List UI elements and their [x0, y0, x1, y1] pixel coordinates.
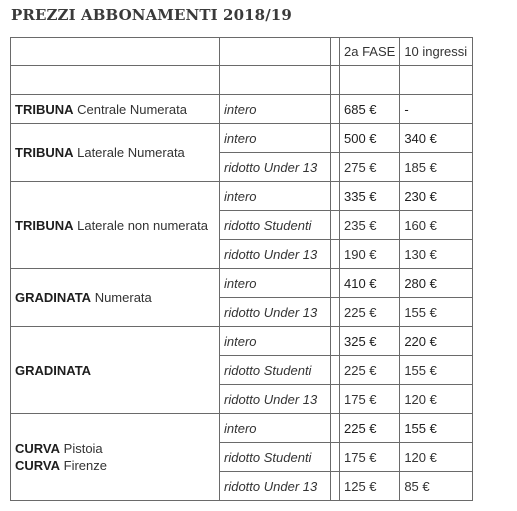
- price-ingressi: 155 €: [400, 414, 473, 443]
- price-type: ridotto Under 13: [220, 153, 331, 182]
- price-phase2: 225 €: [340, 298, 400, 327]
- sector-cell: [11, 182, 220, 269]
- price-type: intero: [220, 327, 331, 356]
- sector-detail: Laterale non numerata: [73, 217, 208, 233]
- header-row: [11, 38, 473, 66]
- sector-name: TRIBUNA: [15, 217, 74, 233]
- price-table-body: [11, 66, 473, 501]
- gap-cell: [331, 414, 340, 443]
- price-ingressi: 280 €: [400, 269, 473, 298]
- price-type: ridotto Under 13: [220, 472, 331, 501]
- gap-cell: [331, 240, 340, 269]
- price-phase2: 335 €: [340, 182, 400, 211]
- price-ingressi: 220 €: [400, 327, 473, 356]
- gap-cell: [331, 298, 340, 327]
- sector-detail: Numerata: [91, 290, 152, 305]
- header-gap: [331, 38, 340, 66]
- price-phase2: 175 €: [340, 443, 400, 472]
- price-phase2: 235 €: [340, 211, 400, 240]
- header-type: [220, 38, 331, 66]
- sector-line: [15, 101, 215, 118]
- gap-cell: [331, 472, 340, 501]
- gap-cell: [331, 269, 340, 298]
- sector-detail: Laterale Numerata: [73, 145, 185, 160]
- price-phase2: 125 €: [340, 472, 400, 501]
- spacer-cell: [331, 66, 340, 95]
- price-type: intero: [220, 124, 331, 153]
- gap-cell: [331, 385, 340, 414]
- price-phase2: 685 €: [340, 95, 400, 124]
- sector-name: CURVA: [15, 458, 61, 473]
- sector-detail: Centrale Numerata: [73, 101, 187, 117]
- sector-line: [15, 440, 215, 457]
- price-ingressi: 155 €: [400, 356, 473, 385]
- header-sector: [11, 38, 220, 66]
- price-type: intero: [220, 95, 331, 124]
- sector-line: [15, 362, 215, 379]
- price-phase2: 190 €: [340, 240, 400, 269]
- price-ingressi: 130 €: [400, 240, 473, 269]
- sector-line: [15, 217, 215, 234]
- price-phase2: 175 €: [340, 385, 400, 414]
- sector-line: [15, 289, 215, 306]
- sector-detail: Pistoia: [60, 441, 103, 456]
- price-ingressi: 85 €: [400, 472, 473, 501]
- price-type: ridotto Under 13: [220, 298, 331, 327]
- gap-cell: [331, 153, 340, 182]
- sector-cell: [11, 414, 220, 501]
- price-type: ridotto Studenti: [220, 356, 331, 385]
- sector-name: CURVA: [15, 441, 61, 456]
- gap-cell: [331, 356, 340, 385]
- sector-line: [15, 144, 215, 161]
- price-phase2: 410 €: [340, 269, 400, 298]
- sector-name: GRADINATA: [15, 362, 92, 378]
- price-phase2: 275 €: [340, 153, 400, 182]
- sector-name: TRIBUNA: [15, 101, 74, 117]
- page-title: PREZZI ABBONAMENTI 2018/19: [11, 6, 292, 24]
- gap-cell: [331, 182, 340, 211]
- price-type: intero: [220, 414, 331, 443]
- sector-name: TRIBUNA: [15, 145, 74, 160]
- table-row: [11, 182, 473, 211]
- spacer-cell: [11, 66, 220, 95]
- table-row: [11, 95, 473, 124]
- gap-cell: [331, 95, 340, 124]
- price-phase2: 325 €: [340, 327, 400, 356]
- price-type: ridotto Studenti: [220, 443, 331, 472]
- price-ingressi: 340 €: [400, 124, 473, 153]
- price-ingressi: 155 €: [400, 298, 473, 327]
- sector-cell: [11, 327, 220, 414]
- gap-cell: [331, 327, 340, 356]
- price-type: ridotto Under 13: [220, 240, 331, 269]
- price-phase2: 225 €: [340, 356, 400, 385]
- price-ingressi: 185 €: [400, 153, 473, 182]
- gap-cell: [331, 443, 340, 472]
- sector-cell: [11, 124, 220, 182]
- price-type: intero: [220, 269, 331, 298]
- header-phase2: 2a FASE: [340, 38, 400, 66]
- table-row: [11, 414, 473, 443]
- price-type: ridotto Studenti: [220, 211, 331, 240]
- header-ingressi: 10 ingressi: [400, 38, 473, 66]
- price-ingressi: 120 €: [400, 443, 473, 472]
- price-phase2: 225 €: [340, 414, 400, 443]
- sector-cell: [11, 269, 220, 327]
- sector-detail: Firenze: [60, 458, 107, 473]
- sector-name: GRADINATA: [15, 290, 92, 305]
- table-row: [11, 124, 473, 153]
- price-ingressi: 160 €: [400, 211, 473, 240]
- price-table: [10, 37, 473, 501]
- table-row: [11, 327, 473, 356]
- sector-line: [15, 457, 215, 474]
- price-ingressi: 120 €: [400, 385, 473, 414]
- spacer-cell: [400, 66, 473, 95]
- sector-cell: [11, 95, 220, 124]
- price-type: intero: [220, 182, 331, 211]
- price-ingressi: 230 €: [400, 182, 473, 211]
- spacer-cell: [220, 66, 331, 95]
- spacer-row: [11, 66, 473, 95]
- price-type: ridotto Under 13: [220, 385, 331, 414]
- gap-cell: [331, 124, 340, 153]
- spacer-cell: [340, 66, 400, 95]
- gap-cell: [331, 211, 340, 240]
- table-row: [11, 269, 473, 298]
- price-phase2: 500 €: [340, 124, 400, 153]
- price-ingressi: -: [400, 95, 473, 124]
